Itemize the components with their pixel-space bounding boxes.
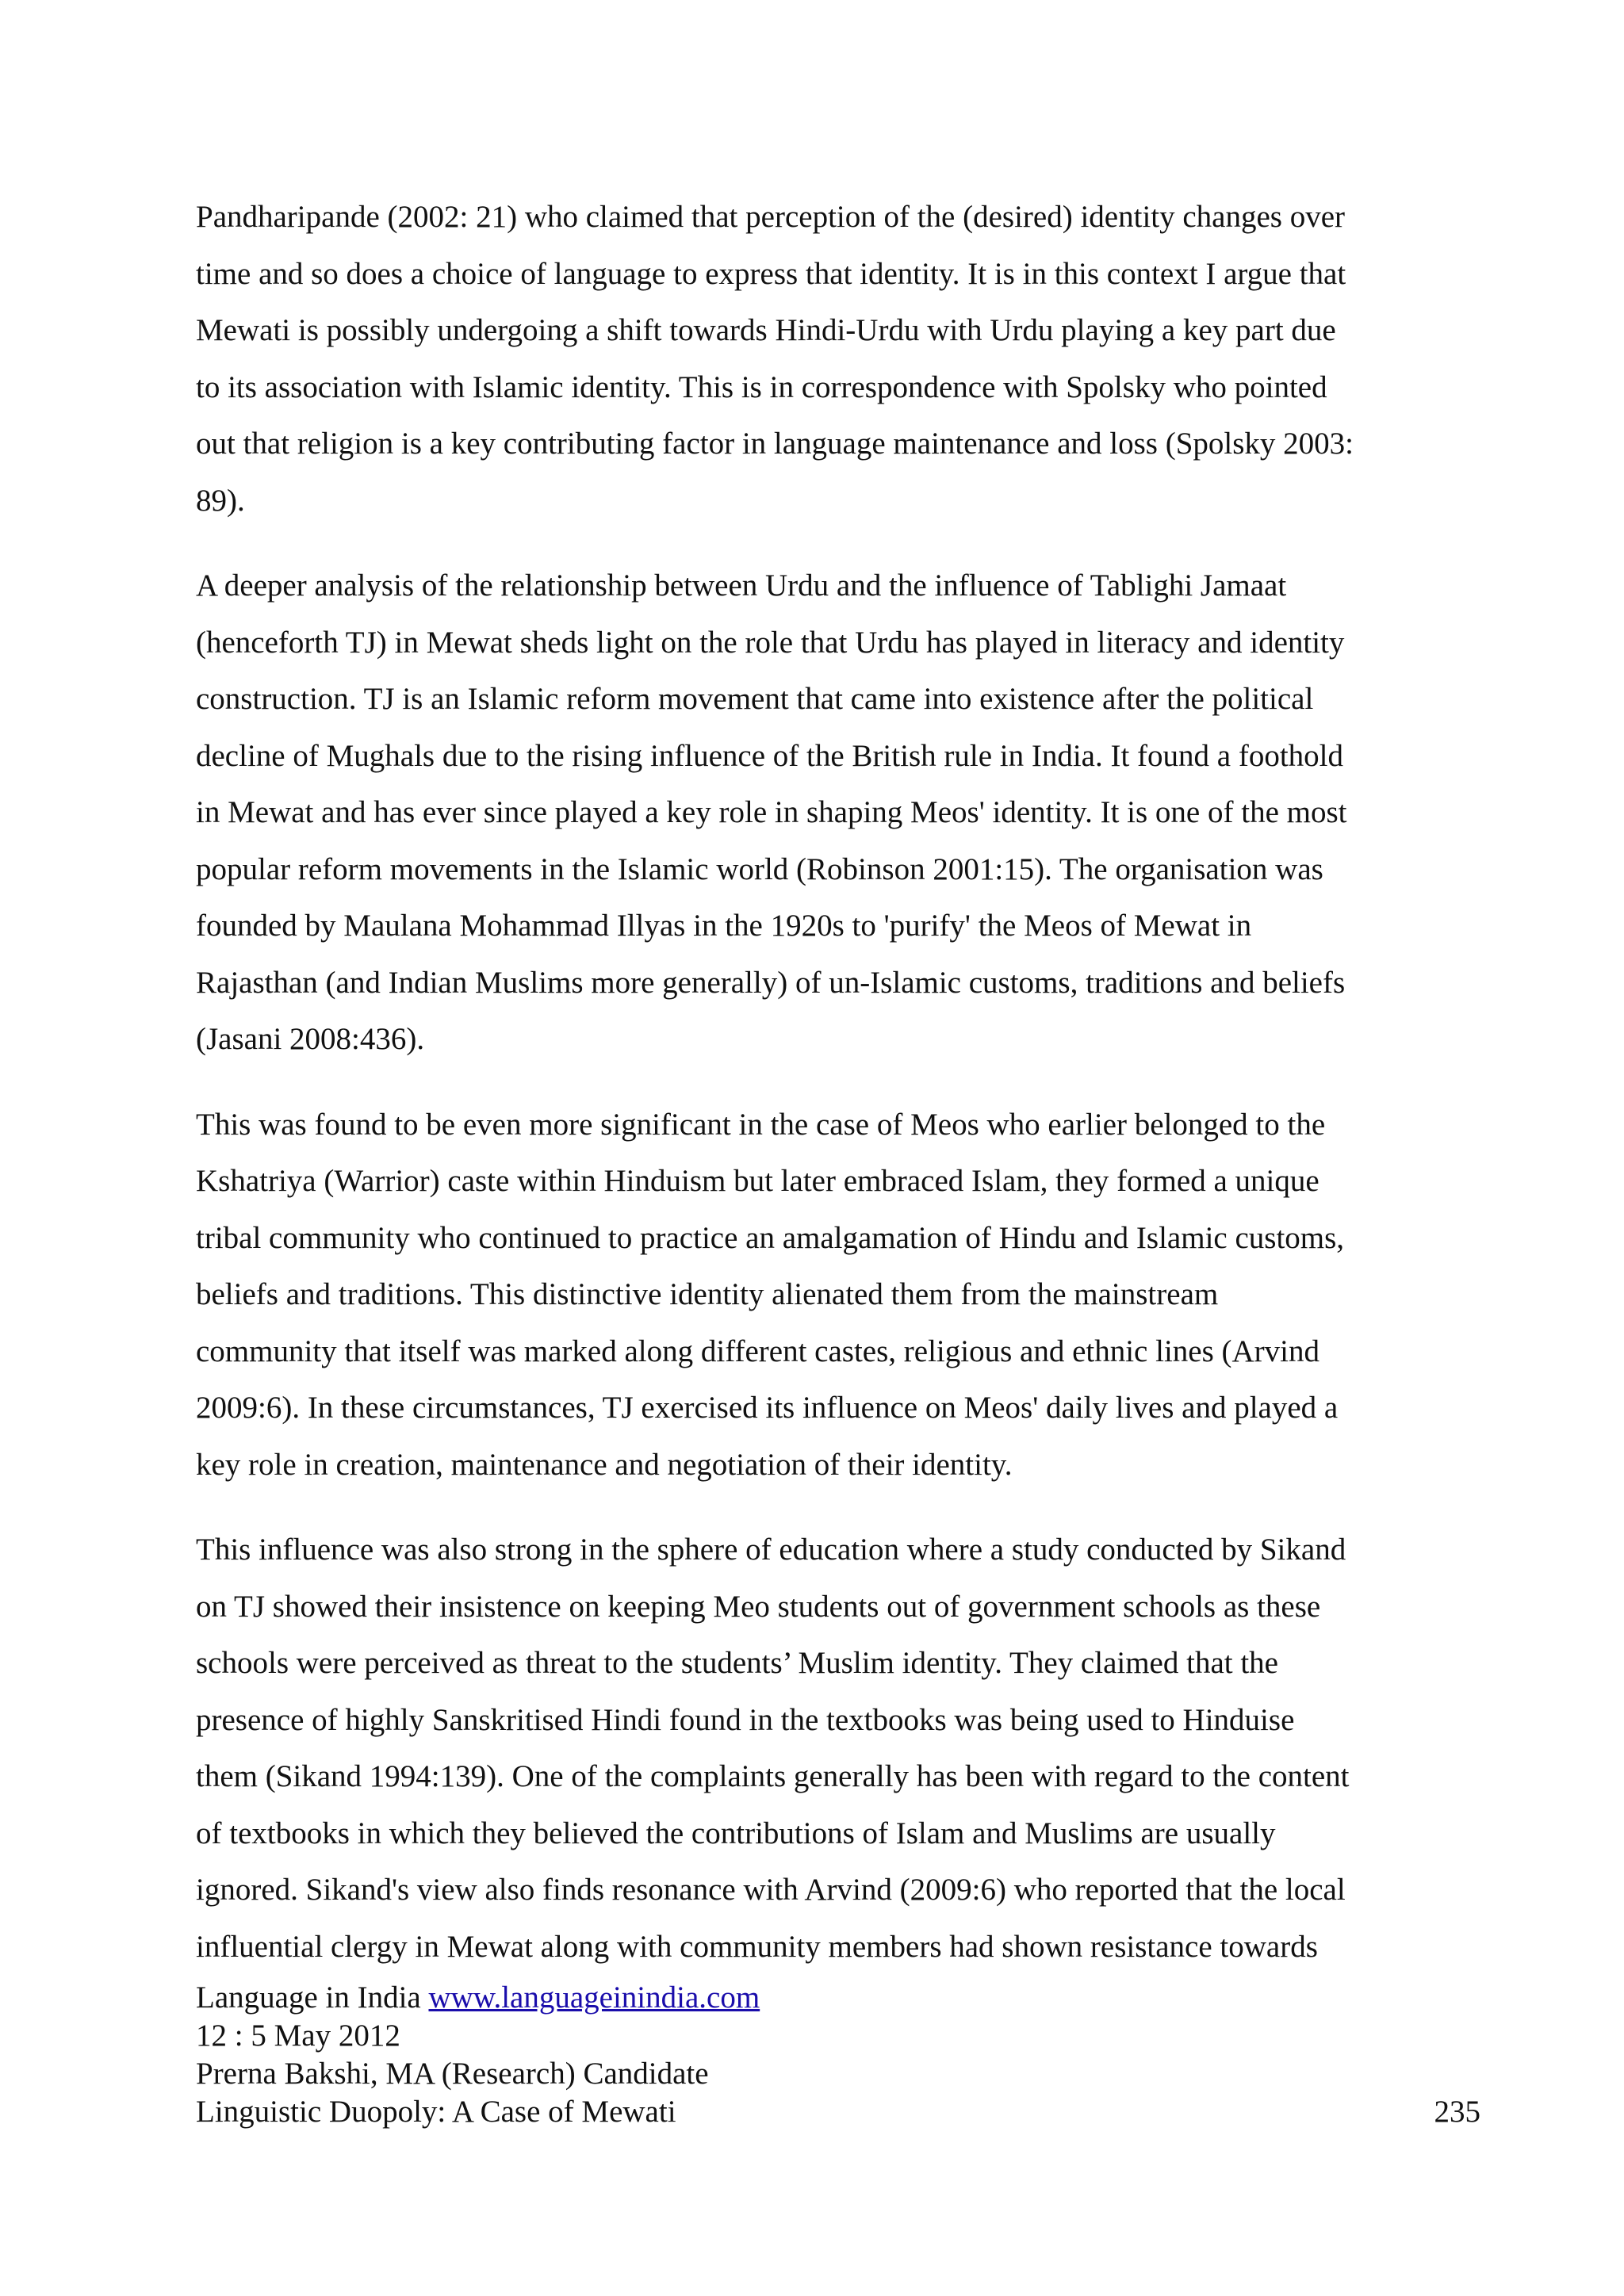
text-line: This was found to be even more significant in the case of Meos who earlier belonged to the xyxy=(196,1107,1326,1142)
text-line: community that itself was marked along different castes, religious and ethnic lines (Arvind xyxy=(196,1334,1320,1368)
text-line: decline of Mughals due to the rising influence of the British rule in India. It found a foothold xyxy=(196,738,1343,773)
text-line: schools were perceived as threat to the students’ Muslim identity. They claimed that the xyxy=(196,1646,1278,1680)
paragraph-3 xyxy=(196,1096,1441,1494)
text-line: time and so does a choice of language to express that identity. It is in this context I argue that xyxy=(196,256,1346,291)
page-number: 235 xyxy=(1434,2095,1480,2129)
text-line: founded by Maulana Mohammad Illyas in the 1920s to 'purify' the Meos of Mewat in xyxy=(196,909,1252,943)
journal-website-link[interactable]: www.languageinindia.com xyxy=(428,1980,760,2015)
text-line: Rajasthan (and Indian Muslims more generally) of un-Islamic customs, traditions and beliefs xyxy=(196,965,1346,1000)
text-line: (henceforth TJ) in Mewat sheds light on the role that Urdu has played in literacy and identity xyxy=(196,625,1345,660)
text-line: Mewati is possibly undergoing a shift towards Hindi-Urdu with Urdu playing a key part due xyxy=(196,313,1336,347)
text-line: on TJ showed their insistence on keeping Meo students out of government schools as these xyxy=(196,1589,1321,1624)
text-line: A deeper analysis of the relationship between Urdu and the influence of Tablighi Jamaat xyxy=(196,568,1287,603)
footer-journal-name: Language in India xyxy=(196,1980,429,2015)
text-line: 89). xyxy=(196,483,245,518)
text-line: key role in creation, maintenance and negotiation of their identity. xyxy=(196,1447,1013,1482)
text-line: This influence was also strong in the sphere of education where a study conducted by Sikand xyxy=(196,1533,1346,1567)
paragraph-1 xyxy=(196,189,1441,529)
paragraph-4 xyxy=(196,1521,1441,1975)
footer-journal-line xyxy=(196,1979,1480,2017)
text-line: presence of highly Sanskritised Hindi found in the textbooks was being used to Hinduise xyxy=(196,1702,1295,1737)
text-line: tribal community who continued to practice an amalgamation of Hindu and Islamic customs, xyxy=(196,1220,1345,1255)
footer-author: Prerna Bakshi, MA (Research) Candidate xyxy=(196,2057,709,2091)
text-line: of textbooks in which they believed the contributions of Islam and Muslims are usually xyxy=(196,1816,1276,1850)
page-footer xyxy=(196,1979,1480,2131)
text-line: them (Sikand 1994:139). One of the complaints generally has been with regard to the content xyxy=(196,1759,1350,1793)
text-line: to its association with Islamic identity. This is in correspondence with Spolsky who pointed xyxy=(196,369,1327,404)
text-line: (Jasani 2008:436). xyxy=(196,1022,425,1056)
paragraph-2 xyxy=(196,557,1441,1068)
text-line: ignored. Sikand's view also finds resonance with Arvind (2009:6) who reported that the local xyxy=(196,1873,1346,1907)
text-line: in Mewat and has ever since played a key role in shaping Meos' identity. It is one of the most xyxy=(196,795,1347,829)
text-line: 2009:6). In these circumstances, TJ exercised its influence on Meos' daily lives and played a xyxy=(196,1391,1339,1425)
text-line: out that religion is a key contributing factor in language maintenance and loss (Spolsky 2003: xyxy=(196,427,1354,461)
footer-article-title: Linguistic Duopoly: A Case of Mewati xyxy=(196,2095,676,2129)
footer-issue: 12 : 5 May 2012 xyxy=(196,2019,400,2053)
text-line: Pandharipande (2002: 21) who claimed that perception of the (desired) identity changes over xyxy=(196,200,1346,234)
text-line: influential clergy in Mewat along with community members had shown resistance towards xyxy=(196,1929,1318,1964)
text-line: popular reform movements in the Islamic world (Robinson 2001:15). The organisation was xyxy=(196,851,1323,886)
text-line: Kshatriya (Warrior) caste within Hinduism but later embraced Islam, they formed a unique xyxy=(196,1164,1320,1198)
text-line: construction. TJ is an Islamic reform movement that came into existence after the political xyxy=(196,682,1314,716)
text-line: beliefs and traditions. This distinctive identity alienated them from the mainstream xyxy=(196,1277,1219,1311)
body-text xyxy=(196,189,1441,2003)
